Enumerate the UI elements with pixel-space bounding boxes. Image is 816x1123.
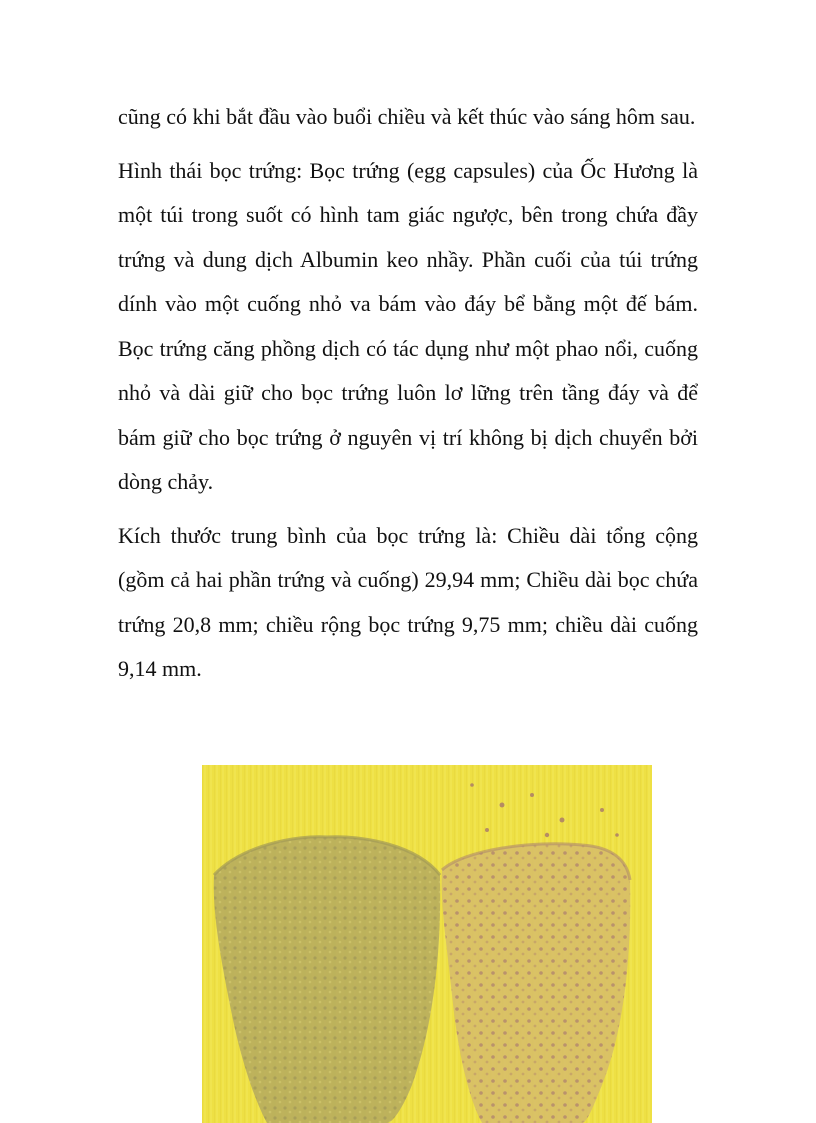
paragraph-capsule-morphology: Hình thái bọc trứng: Bọc trứng (egg capsules) của Ốc Hương là một túi trong suốt có hình tam giác ngược, bên trong chứa đầy trứng và dung dịch Albumin keo nhầy. Phần cuối của túi trứng dính vào một cuống nhỏ va bám vào đáy bể bằng một đế bám. Bọc trứng căng phồng dịch có tác dụng như một phao nổi, cuống nhỏ và dài giữ cho bọc trứng luôn lơ lững trên tầng đáy và để bám giữ cho bọc trứng ở nguyên vị trí không bị dịch chuyển bởi dòng chảy.: [118, 157, 698, 494]
egg-capsule-photo-svg: [202, 765, 652, 1123]
document-body: [118, 95, 698, 701]
egg-capsule-photo: [202, 765, 652, 1123]
right-egg-capsule: [442, 844, 631, 1123]
paragraph-capsule-size: Kích thước trung bình của bọc trứng là: Chiều dài tổng cộng (gồm cả hai phần trứng và cuống) 29,94 mm; Chiều dài bọc chứa trứng 20,8 mm; chiều rộng bọc trứng 9,75 mm; chiều dài cuống 9,14 mm.: [118, 522, 698, 681]
paragraph-continuation: cũng có khi bắt đầu vào buổi chiều và kết thúc vào sáng hôm sau.: [118, 104, 696, 129]
